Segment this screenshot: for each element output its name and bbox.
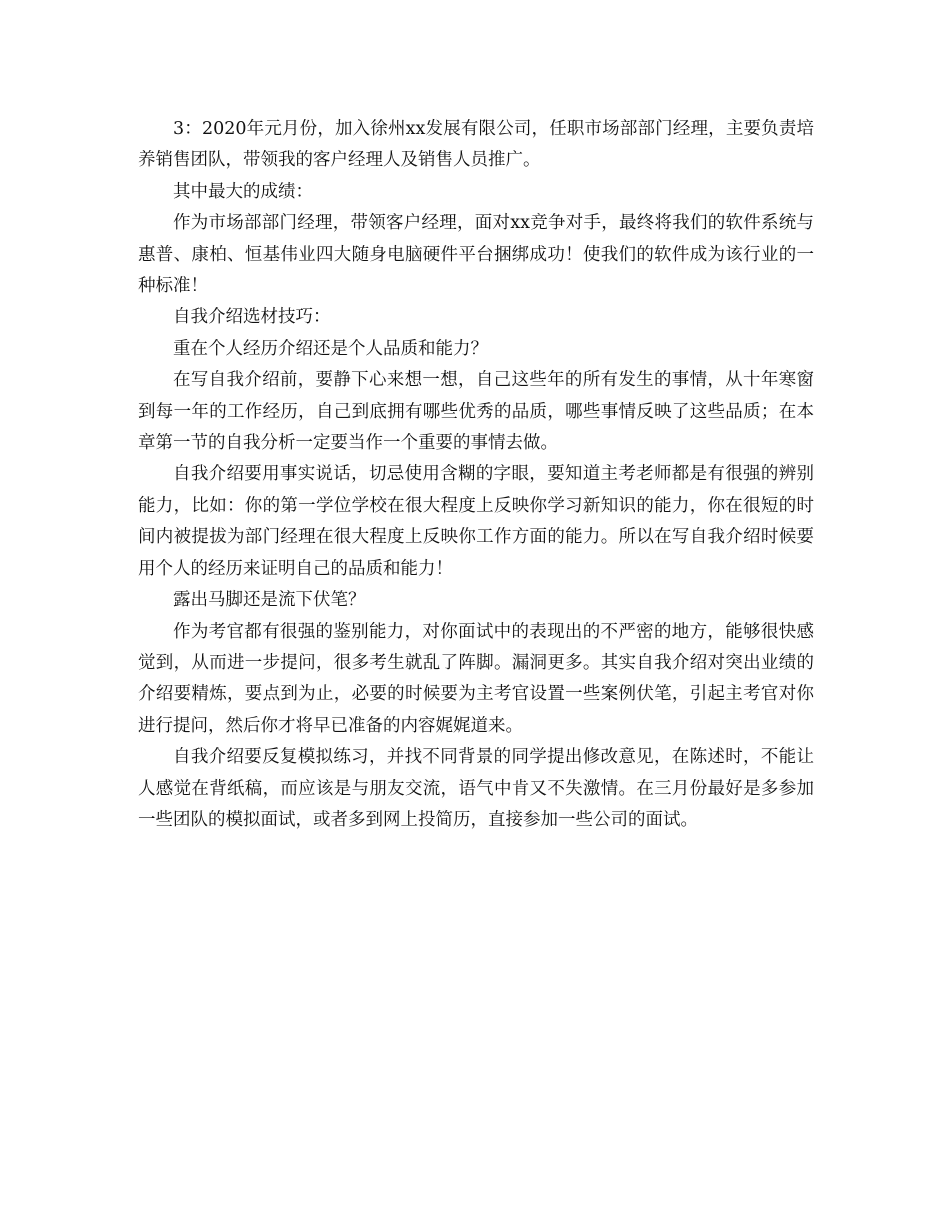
document-body <box>138 114 814 836</box>
paragraph-facts: 自我介绍要用事实说话，切忌使用含糊的字眼，要知道主考老师都是有很强的辨别能力，比如：你的第一学位学校在很大程度上反映你学习新知识的能力，你在很短的时间内被提拔为部门经理在很大程度上反映你工作方面的能力。所以在写自我介绍时候要用个人的经历来证明自己的品质和能力！ <box>138 464 814 579</box>
paragraph-self-reflection: 在写自我介绍前，要静下心来想一想，自己这些年的所有发生的事情，从十年寒窗到每一年的工作经历，自己到底拥有哪些优秀的品质，哪些事情反映了这些品质；在本章第一节的自我分析一定要当作一个重要的事情去做。 <box>138 370 814 454</box>
paragraph-achievement: 作为市场部部门经理，带领客户经理，面对xx竞争对手，最终将我们的软件系统与惠普、康柏、恒基伟业四大随身电脑硬件平台捆绑成功！使我们的软件成为该行业的一种标准！ <box>138 213 814 297</box>
paragraph-question-two: 露出马脚还是流下伏笔？ <box>173 590 366 611</box>
paragraph-question-one: 重在个人经历介绍还是个人品质和能力？ <box>173 338 488 359</box>
paragraph-practice: 自我介绍要反复模拟练习，并找不同背景的同学提出修改意见，在陈述时，不能让人感觉在背纸稿，而应该是与朋友交流，语气中肯又不失激情。在三月份最好是多参加一些团队的模拟面试，或者多到网上投简历，直接参加一些公司的面试。 <box>138 747 814 830</box>
paragraph-achievement-heading: 其中最大的成绩： <box>173 181 313 202</box>
paragraph-examiner: 作为考官都有很强的鉴别能力，对你面试中的表现出的不严密的地方，能够很快感觉到，从而进一步提问，很多考生就乱了阵脚。漏洞更多。其实自我介绍对突出业绩的介绍要精炼，要点到为止，必要的时候要为主考官设置一些案例伏笔，引起主考官对你进行提问，然后你才将早已准备的内容娓娓道来。 <box>138 621 814 736</box>
paragraph-tips-heading: 自我介绍选材技巧： <box>173 307 331 328</box>
paragraph-job-history: 3：2020年元月份，加入徐州xx发展有限公司，任职市场部部门经理，主要负责培养销售团队，带领我的客户经理人及销售人员推广。 <box>138 119 814 171</box>
